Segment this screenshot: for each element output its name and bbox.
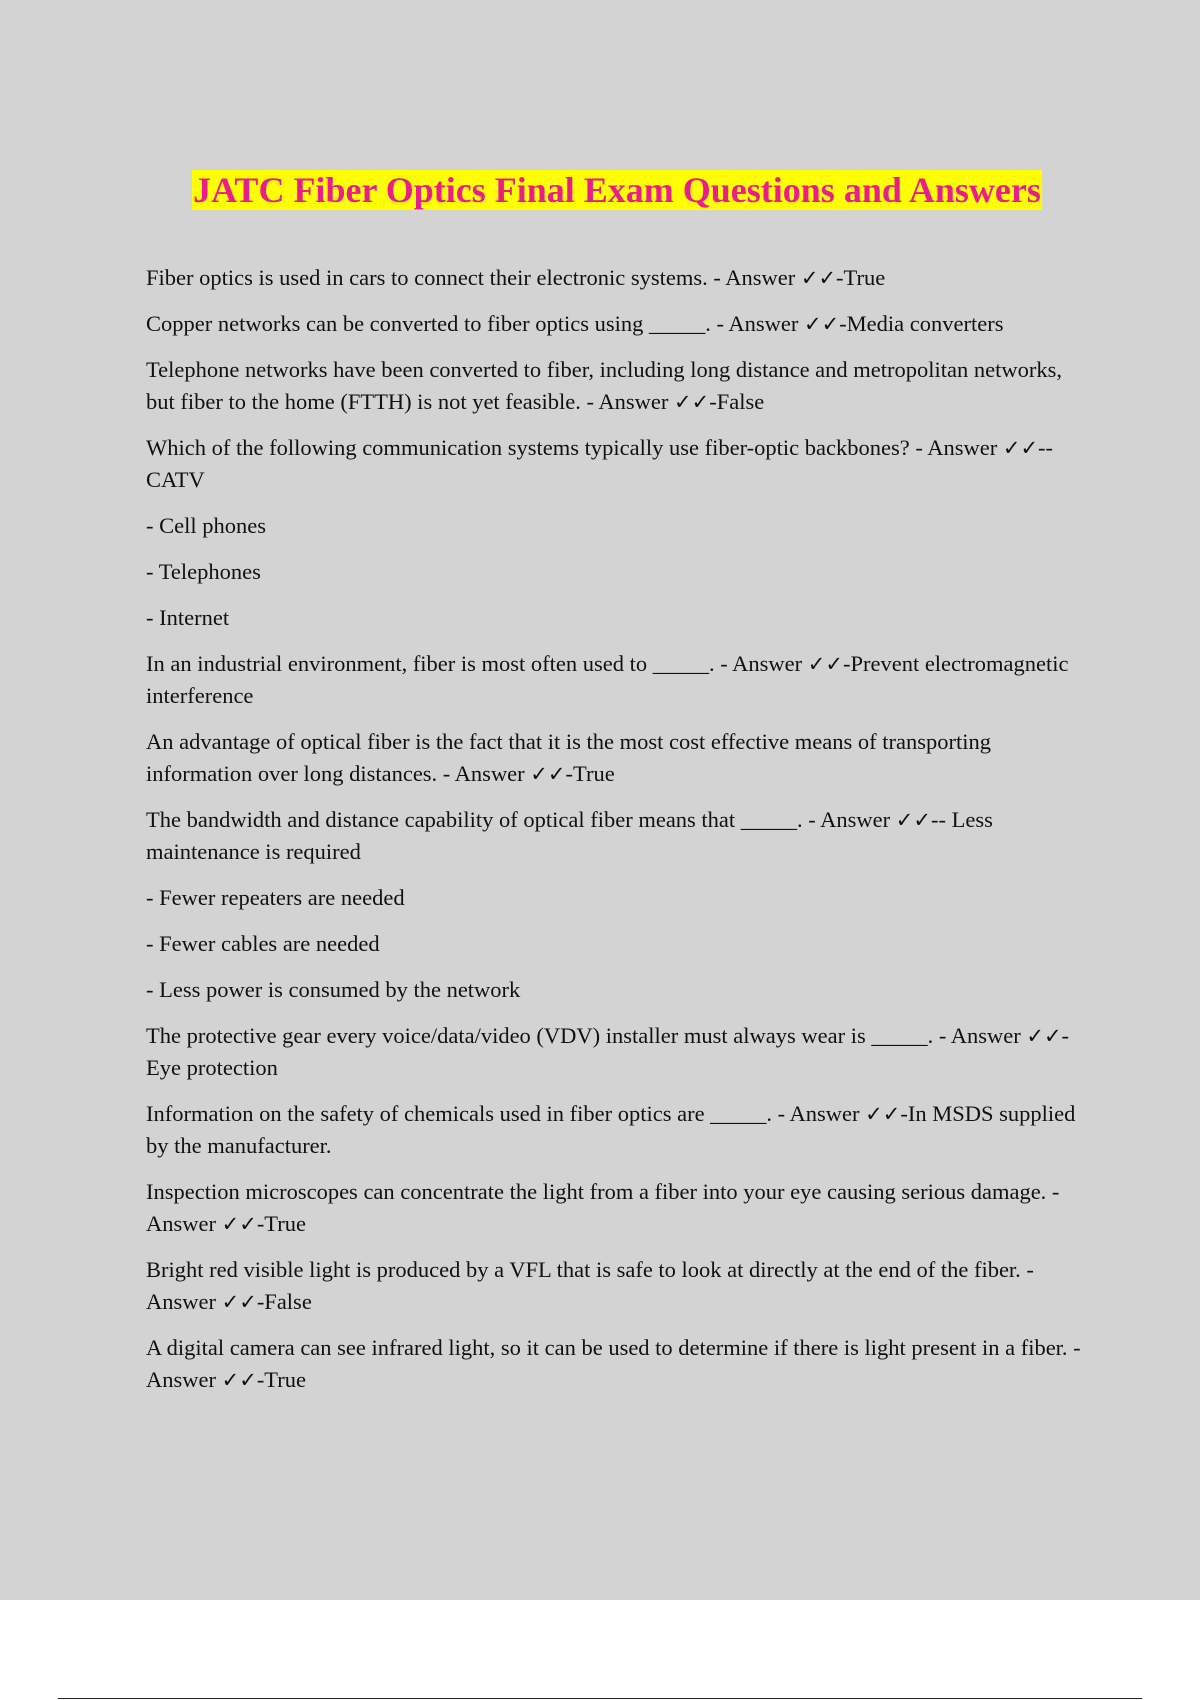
double-check-icon: ✓✓ — [674, 390, 710, 414]
document-title-text: JATC Fiber Optics Final Exam Questions and Answers — [193, 170, 1041, 210]
double-check-icon: ✓✓ — [1026, 1024, 1062, 1048]
qa-item: Inspection microscopes can concentrate the light from a fiber into your eye causing serious damage. - Answer ✓✓-True — [146, 1179, 1060, 1236]
qa-item: A digital camera can see infrared light, so it can be used to determine if there is light present in a fiber. - Answer ✓✓-True — [146, 1335, 1081, 1392]
double-check-icon: ✓✓ — [807, 652, 843, 676]
double-check-icon: ✓✓ — [221, 1212, 257, 1236]
qa-item: Which of the following communication systems typically use fiber-optic backbones? - Answer ✓✓-- CATV — [146, 435, 1054, 492]
qa-list — [146, 262, 1096, 1410]
answer-line: - Less power is consumed by the network — [146, 977, 521, 1002]
double-check-icon: ✓✓ — [800, 266, 837, 290]
double-check-icon: ✓✓ — [803, 312, 840, 336]
qa-item: Telephone networks have been converted to fiber, including long distance and metropolitan networks, but fiber to the home (FTTH) is not yet feasible. - Answer ✓✓-False — [146, 357, 1062, 414]
answer-line: - Cell phones — [146, 513, 266, 538]
double-check-icon: ✓✓ — [221, 1368, 257, 1392]
answer-line: - Telephones — [146, 559, 261, 584]
double-check-icon: ✓✓ — [895, 808, 931, 832]
answer-line: - Internet — [146, 605, 230, 630]
qa-item: In an industrial environment, fiber is most often used to _____. - Answer ✓✓-Prevent electromagnetic interference — [146, 651, 1069, 708]
answer-line: - Fewer repeaters are needed — [146, 885, 405, 910]
qa-item: The bandwidth and distance capability of optical fiber means that _____. - Answer ✓✓-- Less maintenance is required — [146, 807, 993, 864]
double-check-icon: ✓✓ — [221, 1290, 257, 1314]
qa-item: An advantage of optical fiber is the fact that it is the most cost effective means of transporting information over long distances. - Answer ✓✓-True — [146, 729, 991, 786]
footer-divider — [58, 1698, 1142, 1699]
answer-line: - Fewer cables are needed — [146, 931, 380, 956]
qa-item: The protective gear every voice/data/video (VDV) installer must always wear is _____. - Answer ✓✓-Eye protection — [146, 1023, 1070, 1080]
double-check-icon: ✓✓ — [865, 1102, 901, 1126]
double-check-icon: ✓✓ — [530, 762, 566, 786]
qa-item: Fiber optics is used in cars to connect their electronic systems. - Answer ✓✓-True — [146, 265, 886, 290]
double-check-icon: ✓✓ — [1002, 436, 1039, 460]
document-title — [0, 168, 1200, 212]
qa-item: Information on the safety of chemicals used in fiber optics are _____. - Answer ✓✓-In MSDS supplied by the manufacturer. — [146, 1101, 1076, 1158]
qa-item: Bright red visible light is produced by a VFL that is safe to look at directly at the end of the fiber. - Answer ✓✓-False — [146, 1257, 1034, 1314]
qa-item: Copper networks can be converted to fiber optics using _____. - Answer ✓✓-Media converters — [146, 311, 1004, 336]
